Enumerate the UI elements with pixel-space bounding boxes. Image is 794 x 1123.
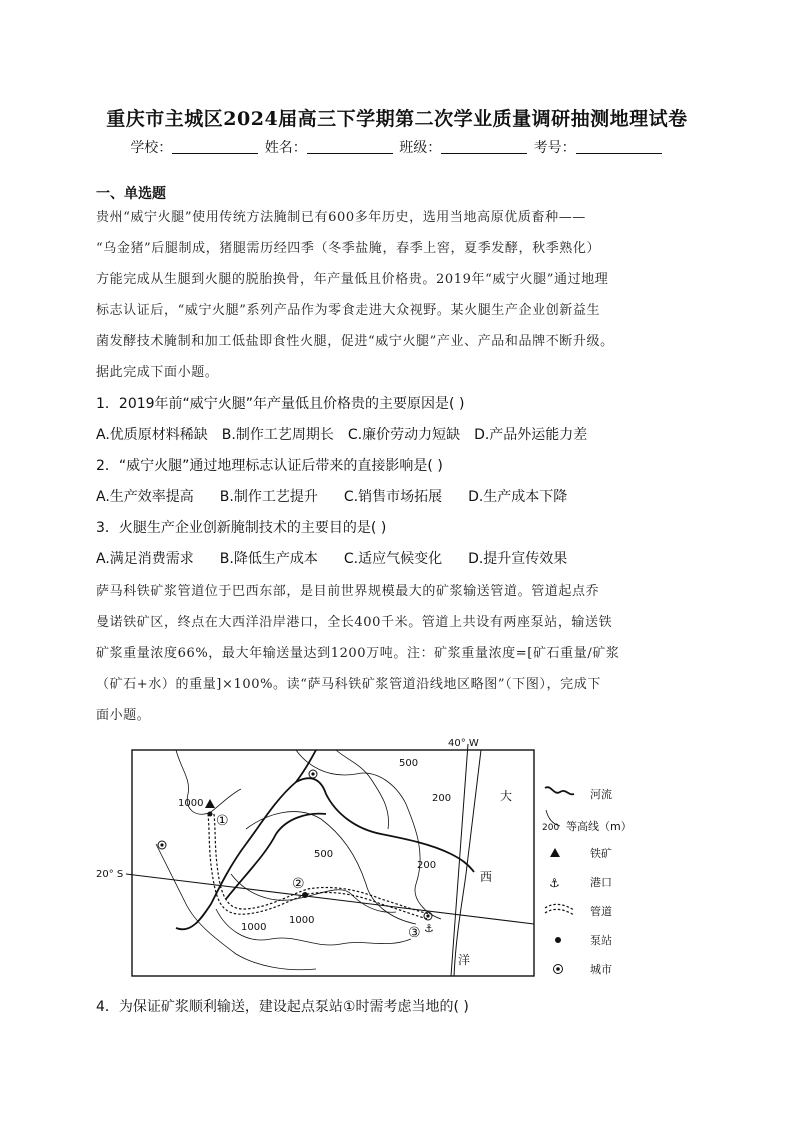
city-icon xyxy=(309,770,317,778)
ocean-label: 大 xyxy=(500,789,513,803)
passage1-line: 菌发酵技术腌制和加工低盐即食性火腿，促进“威宁火腿”产业、产品和品牌不断升级。 xyxy=(96,334,614,349)
contour-value: 500 xyxy=(314,849,334,860)
option-d[interactable]: D.生产成本下降 xyxy=(468,489,568,505)
legend-contour-value: 200 xyxy=(542,823,560,833)
legend-city-symbol xyxy=(554,965,563,974)
station-2-label: ② xyxy=(292,876,305,892)
legend-contour-label: 等高线（m） xyxy=(566,820,632,833)
contour-value: 200 xyxy=(432,793,452,804)
question-2-stem: 2．“威宁火腿”通过地理标志认证后带来的直接影响是( ) xyxy=(96,458,443,474)
option-a[interactable]: A.优质原材料稀缺 xyxy=(96,427,208,443)
passage2-line: 矿浆重量浓度66%，最大年输送量达到1200万吨。注：矿浆重量浓度=[矿石重量/矿浆 xyxy=(96,646,620,661)
class-label: 班级： xyxy=(399,140,442,156)
legend-mine-symbol xyxy=(550,848,560,857)
name-label: 姓名： xyxy=(264,140,307,156)
legend-river-symbol xyxy=(545,787,574,794)
legend-port-symbol: ⚓ xyxy=(549,876,560,890)
coastline xyxy=(454,750,481,976)
question-3-options xyxy=(96,548,581,568)
contour-value: 200 xyxy=(417,860,437,871)
question-1-stem: 1．2019年前“威宁火腿”年产量低且价格贵的主要原因是( ) xyxy=(96,396,465,412)
legend-pipeline-symbol xyxy=(545,904,574,915)
passage1-line: 据此完成下面小题。 xyxy=(96,365,219,380)
pump-station-dot xyxy=(302,892,308,898)
map-frame xyxy=(132,750,534,976)
station-3-label: ③ xyxy=(408,925,421,941)
passage2-line: 萨马科铁矿浆管道位于巴西东部，是目前世界规模最大的矿浆输送管道。管道起点乔 xyxy=(96,584,600,599)
ocean-label: 洋 xyxy=(458,953,471,967)
option-a[interactable]: A.满足消费需求 xyxy=(96,551,194,567)
school-blank xyxy=(172,139,258,154)
pump-station-dot xyxy=(208,812,213,817)
pipeline-region-map xyxy=(96,734,656,984)
legend-pump-symbol xyxy=(555,937,561,943)
passage2-line: （矿石+水）的重量]×100%。读“萨马科铁矿浆管道沿线地区略图”（下图），完成下 xyxy=(96,677,601,692)
exam-title: 重庆市主城区2024届高三下学期第二次学业质量调研抽测地理试卷 xyxy=(106,108,688,130)
passage1-line: “乌金猪”后腿制成，猪腿需历经四季（冬季盐腌，春季上窖，夏季发酵，秋季熟化） xyxy=(96,241,601,256)
option-c[interactable]: C.廉价劳动力短缺 xyxy=(347,427,461,443)
question-2-options xyxy=(96,486,581,506)
name-blank xyxy=(307,139,393,154)
city-icon xyxy=(158,841,166,849)
question-1-options xyxy=(96,424,601,444)
legend-pump-label: 泵站 xyxy=(590,934,612,947)
passage2-line: 曼诺铁矿区，终点在大西洋沿岸港口，全长400千米。管道上共设有两座泵站，输送铁 xyxy=(96,615,613,630)
passage1-line: 贵州“威宁火腿”使用传统方法腌制已有600多年历史，选用当地高原优质畜种—— xyxy=(96,210,586,225)
contour-value: 1000 xyxy=(289,915,315,926)
port-icon: ⚓ xyxy=(424,922,434,935)
option-d[interactable]: D.产品外运能力差 xyxy=(474,427,588,443)
school-label: 学校： xyxy=(130,140,173,156)
number-blank xyxy=(576,139,662,154)
option-c[interactable]: C.适应气候变化 xyxy=(343,551,443,567)
passage1-line: 方能完成从生腿到火腿的脱胎换骨，年产量低且价格贵。2019年“威宁火腿”通过地理 xyxy=(96,272,609,287)
pipeline xyxy=(208,814,430,919)
option-d[interactable]: D.提升宣传效果 xyxy=(468,551,568,567)
number-label: 考号： xyxy=(533,140,576,156)
rivers xyxy=(176,750,474,929)
passage1-line: 标志认证后，“威宁火腿”系列产品作为零食走进大众视野。某火腿生产企业创新益生 xyxy=(96,303,601,318)
student-info-line xyxy=(0,137,794,157)
latitude-line xyxy=(126,874,534,924)
ocean-label: 西 xyxy=(480,870,493,884)
legend-port-label: 港口 xyxy=(590,876,612,889)
latitude-label: 20° S xyxy=(96,869,124,880)
option-b[interactable]: B.降低生产成本 xyxy=(219,551,318,567)
contour-value: 500 xyxy=(399,758,419,769)
contour-value: 1000 xyxy=(241,922,267,933)
longitude-label: 40° W xyxy=(448,738,479,749)
question-3-stem: 3．火腿生产企业创新腌制技术的主要目的是( ) xyxy=(96,520,387,536)
tributary-river xyxy=(226,814,326,899)
map-legend xyxy=(542,787,632,976)
option-c[interactable]: C.销售市场拓展 xyxy=(343,489,443,505)
legend-mine-label: 铁矿 xyxy=(590,847,612,860)
contour-lines xyxy=(156,750,441,970)
longitude-line xyxy=(451,744,471,976)
legend-city-label: 城市 xyxy=(590,963,612,976)
contour-value: 1000 xyxy=(178,798,204,809)
option-b[interactable]: B.制作工艺提升 xyxy=(219,489,318,505)
section-heading: 一、单选题 xyxy=(96,186,166,202)
legend-pipeline-label: 管道 xyxy=(590,905,612,918)
option-a[interactable]: A.生产效率提高 xyxy=(96,489,194,505)
legend-river-label: 河流 xyxy=(590,788,612,801)
station-1-label: ① xyxy=(216,813,229,829)
iron-mine-icon xyxy=(205,799,215,808)
passage2-line: 面小题。 xyxy=(96,708,151,723)
class-blank xyxy=(441,139,527,154)
option-b[interactable]: B.制作工艺周期长 xyxy=(221,427,334,443)
question-4-stem: 4．为保证矿浆顺利输送，建设起点泵站①时需考虑当地的( ) xyxy=(96,999,469,1015)
